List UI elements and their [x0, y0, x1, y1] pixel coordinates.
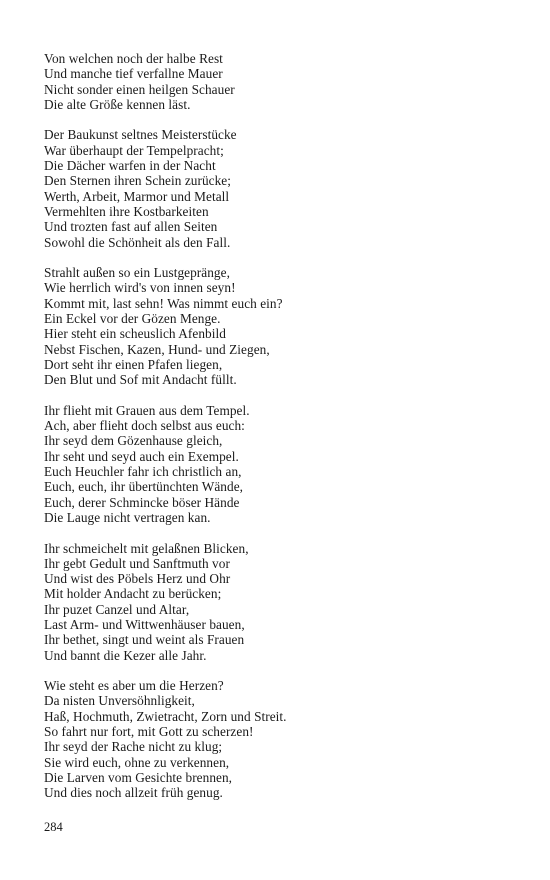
verse-line: Ihr gebt Gedult und Sanftmuth vor	[44, 555, 230, 571]
verse-line: Wie herrlich wird's von innen seyn!	[44, 280, 236, 296]
verse-line: Und manche tief verfallne Mauer	[44, 66, 223, 82]
verse-line: Ach, aber flieht doch selbst aus euch:	[44, 418, 245, 434]
verse-line: Ein Eckel vor der Gözen Menge.	[44, 311, 221, 327]
verse-line: Den Blut und Sof mit Andacht füllt.	[44, 372, 237, 388]
verse-line: Strahlt außen so ein Lustgepränge,	[44, 265, 230, 281]
verse-line: Euch Heuchler fahr ich christlich an,	[44, 464, 242, 480]
verse-line: Ihr schmeichelt mit gelaßnen Blicken,	[44, 540, 249, 556]
verse-line: Und bannt die Kezer alle Jahr.	[44, 647, 207, 663]
verse-line: Und wist des Pöbels Herz und Ohr	[44, 571, 231, 587]
verse-line: Kommt mit, last sehn! Was nimmt euch ein?	[44, 295, 283, 311]
verse-line: Dort seht ihr einen Pfafen liegen,	[44, 356, 223, 372]
verse-line: War überhaupt der Tempelpracht;	[44, 142, 224, 158]
verse-line: Nicht sonder einen heilgen Schauer	[44, 81, 235, 97]
verse-line: Haß, Hochmuth, Zwietracht, Zorn und Streit.	[44, 708, 287, 724]
stanza	[44, 403, 524, 525]
stanza	[44, 265, 524, 387]
verse-line: Last Arm- und Wittwenhäuser bauen,	[44, 616, 245, 632]
verse-line: Werth, Arbeit, Marmor und Metall	[44, 188, 230, 204]
verse-line: Da nisten Unversöhnligkeit,	[44, 693, 195, 709]
stanza	[44, 127, 524, 249]
page-number: 284	[44, 820, 63, 834]
verse-line: Nebst Fischen, Kazen, Hund- und Ziegen,	[44, 341, 270, 357]
verse-line: Wie steht es aber um die Herzen?	[44, 678, 224, 694]
verse-line: Ihr puzet Canzel und Altar,	[44, 601, 190, 617]
verse-line: So fahrt nur fort, mit Gott zu scherzen!	[44, 724, 254, 740]
verse-line: Ihr seyd der Rache nicht zu klug;	[44, 739, 223, 755]
verse-line: Den Sternen ihren Schein zurücke;	[44, 173, 232, 189]
verse-line: Ihr seht und seyd auch ein Exempel.	[44, 448, 239, 464]
verse-line: Ihr flieht mit Grauen aus dem Tempel.	[44, 402, 250, 418]
stanza	[44, 541, 524, 663]
verse-line: Sowohl die Schönheit als den Fall.	[44, 234, 231, 250]
verse-line: Ihr bethet, singt und weint als Frauen	[44, 632, 245, 648]
verse-line: Euch, derer Schmincke böser Hände	[44, 494, 240, 510]
verse-line: Die Larven vom Gesichte brennen,	[44, 769, 233, 785]
verse-line: Hier steht ein scheuslich Afenbild	[44, 326, 226, 342]
verse-line: Mit holder Andacht zu berücken;	[44, 586, 222, 602]
stanza	[44, 678, 524, 800]
verse-line: Vermehlten ihre Kostbarkeiten	[44, 203, 209, 219]
verse-line: Die alte Größe kennen läst.	[44, 96, 191, 112]
verse-line: Euch, euch, ihr übertünchten Wände,	[44, 479, 244, 495]
verse-line: Die Lauge nicht vertragen kan.	[44, 509, 211, 525]
verse-line: Und dies noch allzeit früh genug.	[44, 785, 223, 801]
verse-line: Die Dächer warfen in der Nacht	[44, 158, 216, 174]
verse-line: Und trozten fast auf allen Seiten	[44, 219, 218, 235]
verse-line: Von welchen noch der halbe Rest	[44, 51, 223, 66]
verse-line: Sie wird euch, ohne zu verkennen,	[44, 754, 230, 770]
stanza	[44, 51, 524, 112]
verse-line: Der Baukunst seltnes Meisterstücke	[44, 127, 237, 143]
verse-line: Ihr seyd dem Gözenhause gleich,	[44, 433, 223, 449]
poem-body	[44, 51, 524, 801]
